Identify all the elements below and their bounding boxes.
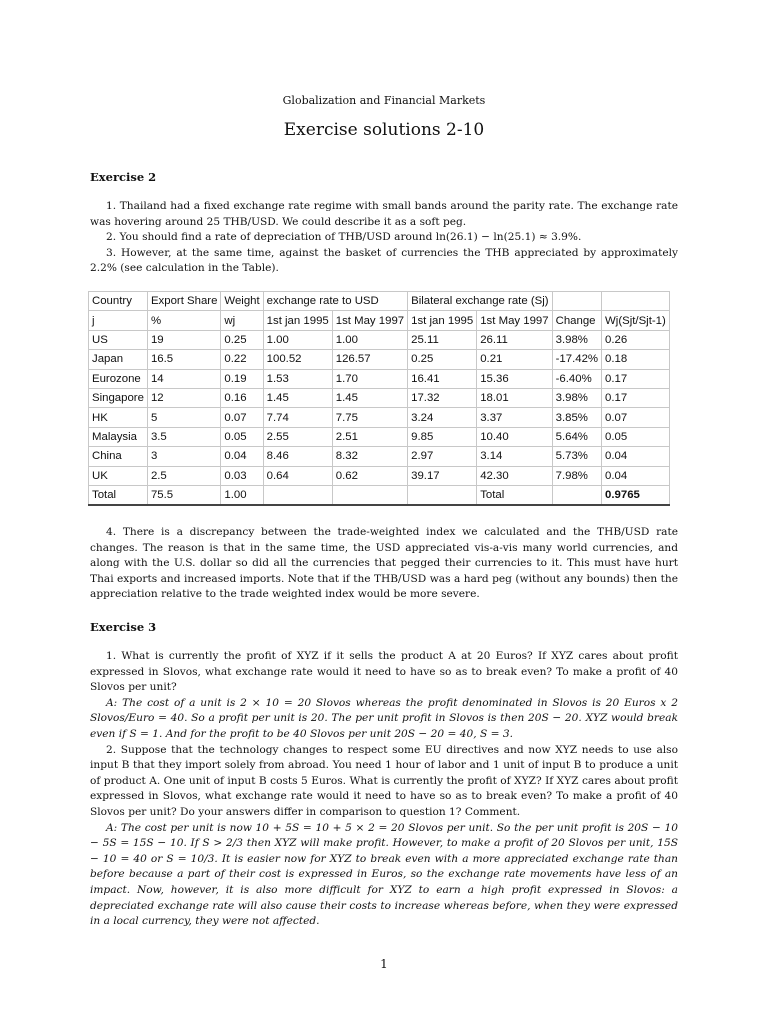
table-cell: HK xyxy=(89,408,148,427)
table-cell: 3 xyxy=(147,447,220,466)
table-cell: 0.22 xyxy=(221,350,263,369)
table-header-cell: 1st May 1997 xyxy=(332,311,407,330)
exercise-2-item-4: 4. There is a discrepancy between the trade-weighted index we calculated and the THB/USD rate changes. The reason is that in the same time, the USD appreciated vis-a-vis many world currencies, and along with the U.S. dollar so did all the currencies that pegged their currencies to it. This must have hurt Thai exports and increased imports. Note that if the THB/USD was a hard peg (without any bounds) then the appreciation relative to the trade weighted index would be more severe. xyxy=(90,526,678,601)
table-cell: 2.55 xyxy=(263,427,332,446)
table-cell: China xyxy=(89,447,148,466)
table-cell: 126.57 xyxy=(332,350,407,369)
table-row xyxy=(89,427,670,446)
table-cell: 1.00 xyxy=(332,330,407,349)
running-header: Globalization and Financial Markets xyxy=(282,94,486,107)
table-cell: 3.37 xyxy=(477,408,552,427)
table-header-cell: exchange rate to USD xyxy=(263,292,407,311)
table-cell xyxy=(332,485,407,505)
table-cell: 0.21 xyxy=(477,350,552,369)
table-cell: UK xyxy=(89,466,148,485)
table-cell: 18.01 xyxy=(477,388,552,407)
table-cell: 0.05 xyxy=(221,427,263,446)
table-cell: 1.45 xyxy=(332,388,407,407)
table-header-cell: Export Share xyxy=(147,292,220,311)
exercise-2-intro xyxy=(90,199,678,277)
table-cell: 7.74 xyxy=(263,408,332,427)
table-header-cell: Bilateral exchange rate (Sj) xyxy=(408,292,552,311)
table-cell: 0.26 xyxy=(602,330,670,349)
table-cell: 0.05 xyxy=(602,427,670,446)
table-cell: 39.17 xyxy=(408,466,477,485)
table-header-cell: 1st May 1997 xyxy=(477,311,552,330)
table-header-cell: j xyxy=(89,311,148,330)
table-cell: 3.24 xyxy=(408,408,477,427)
table-cell: 1.00 xyxy=(221,485,263,505)
exercise-2-item-1: 1. Thailand had a fixed exchange rate regime with small bands around the parity rate. The exchange rate was hovering around 25 THB/USD. We could describe it as a soft peg. xyxy=(90,200,678,228)
table-cell: 0.03 xyxy=(221,466,263,485)
exercise-3-body xyxy=(90,649,678,930)
table-row xyxy=(89,388,670,407)
table-cell: 0.07 xyxy=(221,408,263,427)
table-cell: Total xyxy=(477,485,552,505)
table-cell: 9.85 xyxy=(408,427,477,446)
table-cell: 0.17 xyxy=(602,369,670,388)
table-cell: 8.32 xyxy=(332,447,407,466)
exercise-3-heading: Exercise 3 xyxy=(90,620,157,634)
table-cell: 7.98% xyxy=(552,466,601,485)
table-row xyxy=(89,408,670,427)
table-cell: 0.04 xyxy=(602,447,670,466)
exercise-3-question-1: 1. What is currently the profit of XYZ if it sells the product A at 20 Euros? If XYZ cares about profit expressed in Slovos, what exchange rate would it need to have so as to break even? To make a profit of 40 Slovos per unit? xyxy=(90,650,678,694)
table-cell: 2.51 xyxy=(332,427,407,446)
table-cell: 0.16 xyxy=(221,388,263,407)
table-cell: -17.42% xyxy=(552,350,601,369)
table-row xyxy=(89,447,670,466)
table-cell: 14 xyxy=(147,369,220,388)
table-cell: 1.45 xyxy=(263,388,332,407)
table-cell: 2.97 xyxy=(408,447,477,466)
page-number: 1 xyxy=(380,957,388,971)
table-cell: US xyxy=(89,330,148,349)
table-cell: 7.75 xyxy=(332,408,407,427)
table-total-row xyxy=(89,485,670,505)
table-cell: 0.25 xyxy=(408,350,477,369)
table-cell: 5 xyxy=(147,408,220,427)
table-cell xyxy=(263,485,332,505)
table-cell: 75.5 xyxy=(147,485,220,505)
table-cell: 0.19 xyxy=(221,369,263,388)
table-cell: 0.04 xyxy=(602,466,670,485)
table-cell: 12 xyxy=(147,388,220,407)
table-body xyxy=(89,330,670,485)
table-cell: 16.5 xyxy=(147,350,220,369)
table-header-cell xyxy=(552,292,601,311)
exercise-2-heading: Exercise 2 xyxy=(90,170,157,184)
exercise-3-answer-2: A: The cost per unit is now 10 + 5S = 10 + 5 × 2 = 20 Slovos per unit. So the per unit profit is 20S − 10 − 5S = 15S − 10. If S > 2/3 then XYZ will make profit. However, to make a profit of 20 Slovos per unit, 15S − 10 = 40 or S = 10/3. It is easier now for XYZ to break even with a more appreciated exchange rate than before because a part of their cost is expressed in Euros, so the exchange rate movements have less of an impact. Now, however, it is also more difficult for XYZ to earn a high profit expressed in Slovos: a depreciated exchange rate will also cause their costs to increase whereas before, when they were expressed in a local currency, they were not affected. xyxy=(90,821,678,928)
table-cell: 1.70 xyxy=(332,369,407,388)
table-cell: 0.17 xyxy=(602,388,670,407)
table-cell: 0.62 xyxy=(332,466,407,485)
table-header-cell: Weight xyxy=(221,292,263,311)
table-cell: 17.32 xyxy=(408,388,477,407)
table-cell: Singapore xyxy=(89,388,148,407)
table-cell: 100.52 xyxy=(263,350,332,369)
table-cell: -6.40% xyxy=(552,369,601,388)
table-cell: 0.25 xyxy=(221,330,263,349)
table-header-cell: Change xyxy=(552,311,601,330)
table-cell: 1.00 xyxy=(263,330,332,349)
table-cell: 10.40 xyxy=(477,427,552,446)
table-cell: 5.73% xyxy=(552,447,601,466)
table-cell: 15.36 xyxy=(477,369,552,388)
table-cell: 8.46 xyxy=(263,447,332,466)
table-cell: Eurozone xyxy=(89,369,148,388)
exchange-rate-table xyxy=(88,291,670,506)
table-cell: 2.5 xyxy=(147,466,220,485)
table-cell: 0.07 xyxy=(602,408,670,427)
table-total-value: 0.9765 xyxy=(602,485,670,505)
table-cell: 3.5 xyxy=(147,427,220,446)
table-cell: 0.64 xyxy=(263,466,332,485)
table-cell: Malaysia xyxy=(89,427,148,446)
table-header-cell: 1st jan 1995 xyxy=(408,311,477,330)
exercise-2-item-3: 3. However, at the same time, against the basket of currencies the THB appreciated by approximately 2.2% (see calculation in the Table). xyxy=(90,246,678,275)
table-cell xyxy=(552,485,601,505)
table-cell: 26.11 xyxy=(477,330,552,349)
table-header-cell: 1st jan 1995 xyxy=(263,311,332,330)
table-header-row-2 xyxy=(89,311,670,330)
table-row xyxy=(89,330,670,349)
table-cell: 0.18 xyxy=(602,350,670,369)
table-cell: 5.64% xyxy=(552,427,601,446)
table-header-cell: % xyxy=(147,311,220,330)
table-cell: 1.53 xyxy=(263,369,332,388)
table-header-cell: Wj(Sjt/Sjt-1) xyxy=(602,311,670,330)
table-cell: 42.30 xyxy=(477,466,552,485)
table-header-cell xyxy=(602,292,670,311)
table-header-row-1 xyxy=(89,292,670,311)
table-cell: 3.14 xyxy=(477,447,552,466)
table-cell: Total xyxy=(89,485,148,505)
page-title: Exercise solutions 2-10 xyxy=(283,120,485,140)
table-header-cell: wj xyxy=(221,311,263,330)
table-cell: 25.11 xyxy=(408,330,477,349)
table-cell xyxy=(408,485,477,505)
table-header-cell: Country xyxy=(89,292,148,311)
table-cell: 19 xyxy=(147,330,220,349)
table-cell: Japan xyxy=(89,350,148,369)
table-cell: 16.41 xyxy=(408,369,477,388)
table-cell: 3.85% xyxy=(552,408,601,427)
exercise-2-discussion xyxy=(90,525,678,603)
table-row xyxy=(89,369,670,388)
table-cell: 3.98% xyxy=(552,388,601,407)
table-row xyxy=(89,350,670,369)
exercise-2-item-2: 2. You should find a rate of depreciation of THB/USD around ln(26.1) − ln(25.1) ≈ 3.9%. xyxy=(106,231,582,244)
table-cell: 0.04 xyxy=(221,447,263,466)
exercise-3-question-2: 2. Suppose that the technology changes to respect some EU directives and now XYZ needs to use also input B that they import solely from abroad. You need 1 hour of labor and 1 unit of input B to produce a unit of product A. One unit of input B costs 5 Euros. What is currently the profit of XYZ? If XYZ cares about profit expressed in Slovos, what exchange rate would it need to have so as to break even? To make a profit of 40 Slovos per unit? Do your answers differ in comparison to question 1? Comment. xyxy=(90,743,678,818)
table-cell: 3.98% xyxy=(552,330,601,349)
exercise-3-answer-1: A: The cost of a unit is 2 × 10 = 20 Slovos whereas the profit denominated in Slovos is 20 Euros x 2 Slovos/Euro = 40. So a profit per unit is 20. The per unit profit in Slovos is then 20S − 20. XYZ would break even if S = 1. And for the profit to be 40 Slovos per unit 20S − 20 = 40, S = 3. xyxy=(90,696,678,740)
table-row xyxy=(89,466,670,485)
